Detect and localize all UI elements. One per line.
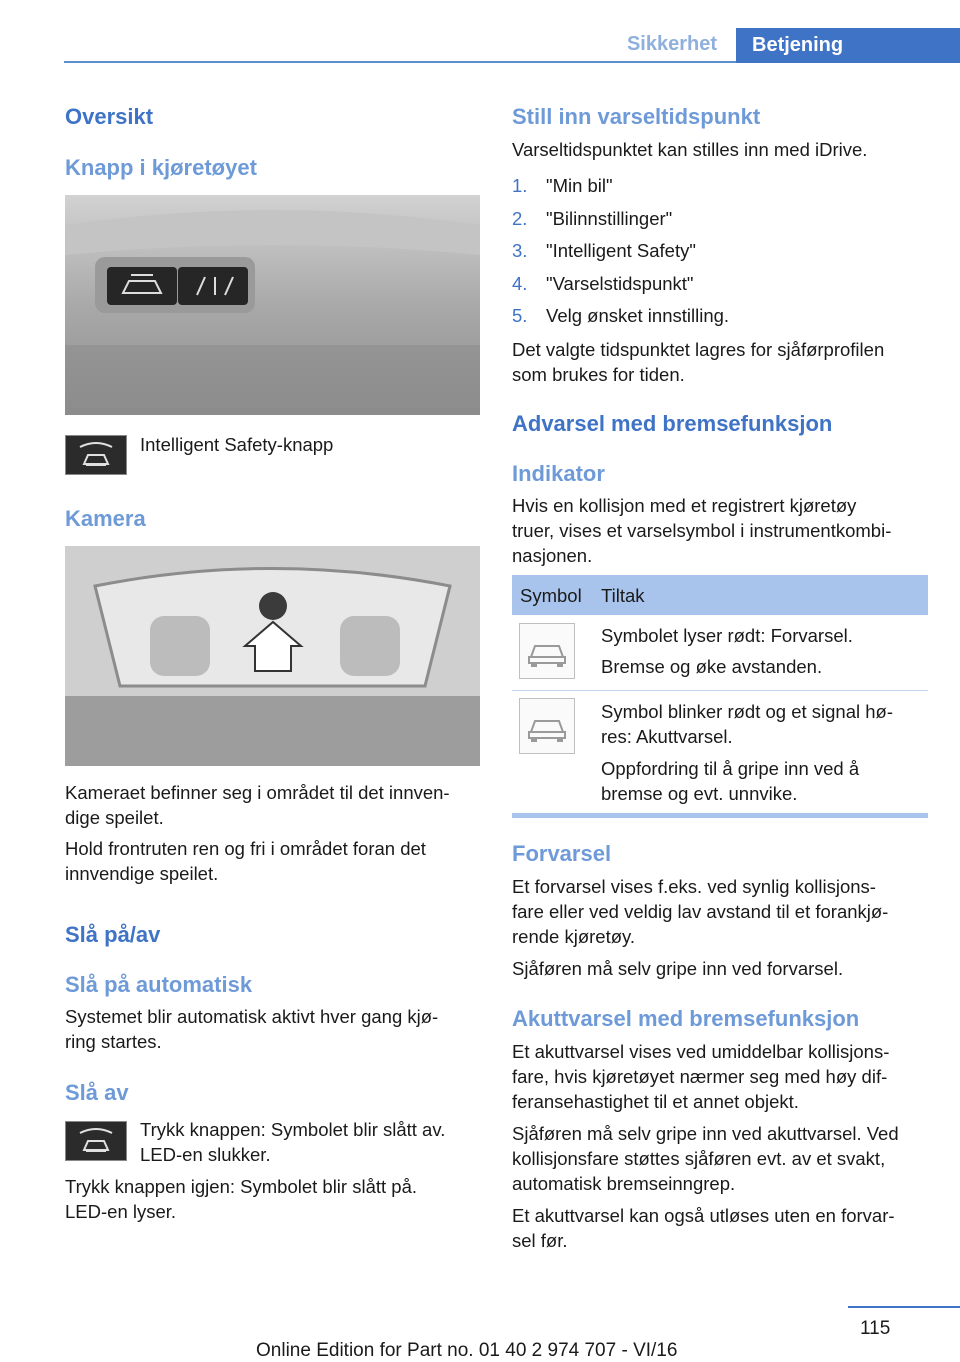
para-forvarsel-1: Et forvarsel vises f.eks. ved synlig kollisjons- fare eller ved veldig lav avstand til et forankjø- rende kjøretøy. xyxy=(512,876,889,947)
table-bottom-rule xyxy=(512,813,928,818)
para-indikator: Hvis en kollisjon med et registrert kjøretøy truer, vises et varselsymbol i instrumentkombi- nasjonen. xyxy=(512,495,892,566)
para-akutt-1: Et akuttvarsel vises ved umiddelbar kollisjons- fare, hvis kjøretøyet nærmer seg med høy dif- feransehastighet til et annet objekt. xyxy=(512,1041,890,1112)
intelligent-safety-off-icon xyxy=(65,1121,127,1161)
row1-text-a: Symbolet lyser rødt: Forvarsel. xyxy=(601,625,853,646)
para-igjen: Trykk knappen igjen: Symbolet blir slått på. LED-en lyser. xyxy=(65,1176,418,1222)
para-auto: Systemet blir automatisk aktivt hver gang kjø- ring startes. xyxy=(65,1006,439,1052)
tab-betjening[interactable]: Betjening xyxy=(736,28,960,63)
heading-slaa: Slå på/av xyxy=(65,922,161,947)
tab-sikkerhet[interactable]: Sikkerhet xyxy=(626,33,718,55)
step-5-num: 5. xyxy=(512,305,528,326)
heading-knapp: Knapp i kjøretøyet xyxy=(65,155,257,180)
heading-advarsel: Advarsel med bremsefunksjon xyxy=(512,411,833,436)
intelligent-safety-icon xyxy=(65,435,127,475)
car-warning-flash-icon xyxy=(519,698,575,754)
heading-forvarsel: Forvarsel xyxy=(512,841,612,866)
para-av: Trykk knappen: Symbolet blir slått av. LED-en slukker. xyxy=(140,1119,446,1165)
heading-slaa-auto: Slå på automatisk xyxy=(65,972,253,997)
camera-photo xyxy=(65,546,480,766)
step-2-num: 2. xyxy=(512,208,528,229)
heading-akutt: Akuttvarsel med bremsefunksjon xyxy=(512,1006,860,1031)
para-still: Varseltidspunktet kan stilles inn med iDrive. xyxy=(512,139,868,160)
step-5-text: Velg ønsket innstilling. xyxy=(546,305,730,326)
step-1-num: 1. xyxy=(512,175,528,196)
step-3-num: 3. xyxy=(512,240,528,261)
row1-text-b: Bremse og øke avstanden. xyxy=(601,656,823,677)
para-akutt-3: Et akuttvarsel kan også utløses uten en forvar- sel før. xyxy=(512,1205,895,1251)
button-panel-photo xyxy=(65,195,480,415)
col-symbol: Symbol xyxy=(520,585,582,606)
caption-knapp: Intelligent Safety-knapp xyxy=(140,434,334,455)
step-1-text: "Min bil" xyxy=(546,175,613,196)
page-number: 115 xyxy=(860,1318,891,1339)
footer-rule xyxy=(848,1306,960,1308)
para-lagres: Det valgte tidspunktet lagres for sjåførprofilen som brukes for tiden. xyxy=(512,339,885,385)
car-warning-icon xyxy=(519,623,575,679)
table-row-divider xyxy=(512,690,928,691)
row2-text-b: Oppfordring til å gripe inn ved å bremse og evt. unnvike. xyxy=(601,758,860,804)
heading-indikator: Indikator xyxy=(512,461,605,486)
step-3-text: "Intelligent Safety" xyxy=(546,240,696,261)
heading-still: Still inn varseltidspunkt xyxy=(512,104,761,129)
step-4-text: "Varselstidspunkt" xyxy=(546,273,694,294)
edition-note: Online Edition for Part no. 01 40 2 974 707 - VI/16 xyxy=(256,1340,678,1361)
para-kamera-1: Kameraet befinner seg i området til det innven- dige speilet. xyxy=(65,782,450,828)
heading-slaa-av: Slå av xyxy=(65,1080,129,1105)
heading-oversikt: Oversikt xyxy=(65,104,154,129)
step-4-num: 4. xyxy=(512,273,528,294)
para-kamera-2: Hold frontruten ren og fri i området foran det innvendige speilet. xyxy=(65,838,426,884)
step-2-text: "Bilinnstillinger" xyxy=(546,208,673,229)
heading-kamera: Kamera xyxy=(65,506,146,531)
table-header xyxy=(512,575,928,615)
row2-text-a: Symbol blinker rødt og et signal hø- res: Akuttvarsel. xyxy=(601,701,894,747)
col-tiltak: Tiltak xyxy=(601,585,645,606)
para-forvarsel-2: Sjåføren må selv gripe inn ved forvarsel. xyxy=(512,958,844,979)
para-akutt-2: Sjåføren må selv gripe inn ved akuttvarsel. Ved kollisjonsfare støttes sjåføren evt. av et svakt, automatisk bremseinngrep. xyxy=(512,1123,899,1194)
